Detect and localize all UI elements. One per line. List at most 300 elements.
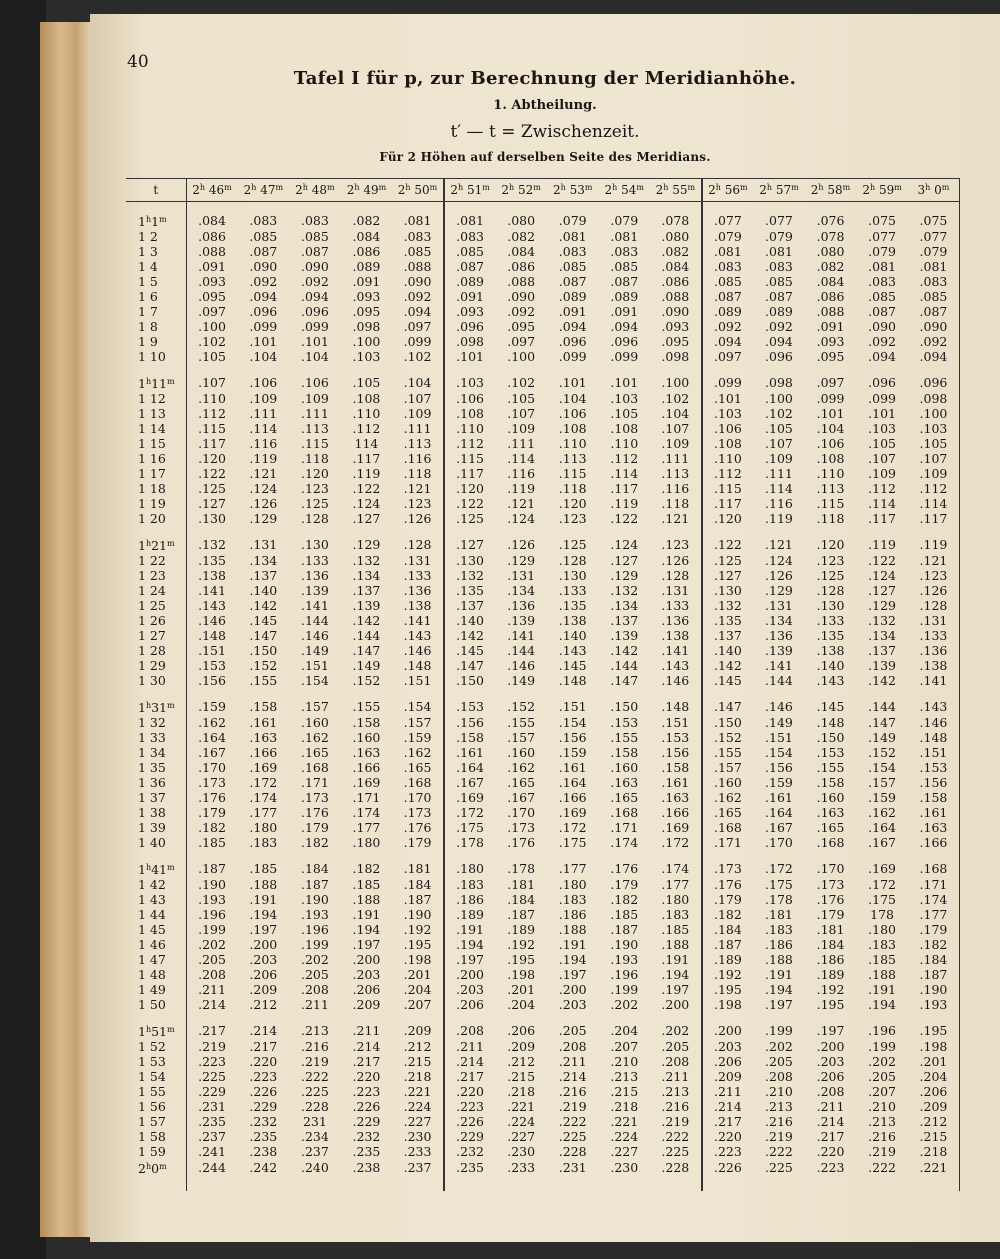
table-cell: .150 <box>816 730 845 745</box>
table-cell: .085 <box>908 289 960 304</box>
table-cell: .147 <box>702 688 754 715</box>
table-cell: .191 <box>444 922 496 937</box>
table-cell: .187 <box>507 907 536 922</box>
table-cell: .091 <box>558 304 587 319</box>
table-cell: .159 <box>868 790 897 805</box>
table-cell: .177 <box>661 877 690 892</box>
table-cell: .235 <box>444 1159 496 1176</box>
table-cell: .194 <box>352 922 381 937</box>
table-cell: .089 <box>765 304 793 319</box>
table-cell: .179 <box>908 922 960 937</box>
table-cell: .090 <box>507 289 536 304</box>
table-cell: .157 <box>507 730 536 745</box>
table-cell: .079 <box>868 244 897 259</box>
table-cell: .227 <box>403 1114 432 1129</box>
table-cell: .119 <box>868 537 897 552</box>
table-cell: .200 <box>249 937 278 952</box>
table-cell: .214 <box>186 997 238 1012</box>
column-header-2h57m: 2$^h$ 57$^m$ <box>753 179 805 202</box>
table-cell: .081 <box>403 213 432 228</box>
table-cell: .160 <box>816 790 845 805</box>
table-row <box>126 466 960 481</box>
table-cell: .205 <box>558 1023 587 1038</box>
table-cell: .136 <box>765 628 793 643</box>
table-cell: .244 <box>186 1159 238 1176</box>
table-cell: .208 <box>558 1039 587 1054</box>
table-cell: .177 <box>558 861 587 876</box>
table-cell: .237 <box>300 1144 329 1159</box>
table-cell: .226 <box>444 1114 496 1129</box>
table-cell: .114 <box>249 421 278 436</box>
table-cell: .107 <box>507 406 536 421</box>
table-cell: .235 <box>352 1144 381 1159</box>
table-cell: .200 <box>702 1012 754 1039</box>
table-cell: .158 <box>661 760 690 775</box>
table-row <box>126 952 960 967</box>
table-cell: .232 <box>249 1114 278 1129</box>
table-row <box>126 892 960 907</box>
table-cell: .093 <box>444 304 496 319</box>
table-cell: .164 <box>558 775 587 790</box>
table-cell: .179 <box>403 835 432 850</box>
row-time-label: 1 9 <box>138 334 158 349</box>
table-cell: .083 <box>249 213 278 228</box>
table-cell: .209 <box>908 1099 960 1114</box>
table-cell: .139 <box>765 643 793 658</box>
table-cell: .177 <box>908 907 960 922</box>
table-cell: .087 <box>300 244 329 259</box>
table-cell: .188 <box>558 922 587 937</box>
table-cell: .131 <box>403 553 432 568</box>
table-cell: .092 <box>702 319 754 334</box>
table-cell: .084 <box>661 259 690 274</box>
table-cell: .172 <box>868 877 897 892</box>
table-cell: .163 <box>908 820 960 835</box>
table-cell: .172 <box>765 861 793 876</box>
table-cell: .152 <box>507 699 536 714</box>
table-cell: .158 <box>249 699 278 714</box>
table-cell: .217 <box>186 1012 238 1039</box>
table-cell: .176 <box>300 805 329 820</box>
table-cell: .153 <box>661 730 690 745</box>
table-cell: .204 <box>908 1069 960 1084</box>
table-cell: .124 <box>249 481 278 496</box>
table-cell: .147 <box>352 643 381 658</box>
table-cell: .110 <box>444 421 496 436</box>
table-cell: .183 <box>249 835 278 850</box>
table-cell: .085 <box>444 244 496 259</box>
table-cell: .159 <box>765 775 793 790</box>
table-cell: .209 <box>403 1023 432 1038</box>
table-cell: .166 <box>558 790 587 805</box>
table-cell: .120 <box>186 451 238 466</box>
table-cell: .130 <box>186 511 238 526</box>
table-cell: .196 <box>186 907 238 922</box>
table-cell: .167 <box>868 835 897 850</box>
table-cell: .202 <box>661 1023 690 1038</box>
table-cell: .086 <box>186 229 238 244</box>
table-cell: .210 <box>765 1084 793 1099</box>
table-cell: .181 <box>507 877 536 892</box>
table-cell: .075 <box>908 202 960 230</box>
row-time-label: 1 37 <box>138 790 166 805</box>
table-cell: .194 <box>868 997 897 1012</box>
table-cell: .079 <box>558 213 587 228</box>
table-header-row <box>126 179 960 202</box>
table-cell: .123 <box>816 553 845 568</box>
table-cell: .136 <box>507 598 536 613</box>
table-cell: .127 <box>868 583 897 598</box>
table-cell: .122 <box>186 466 238 481</box>
table-cell: .217 <box>816 1129 845 1144</box>
table-cell: .092 <box>868 334 897 349</box>
table-cell: .126 <box>403 511 432 526</box>
table-cell: .089 <box>558 289 587 304</box>
table-cell: .094 <box>610 319 639 334</box>
table-cell: .080 <box>661 229 690 244</box>
table-cell: .189 <box>507 922 536 937</box>
table-cell: .208 <box>765 1069 793 1084</box>
table-cell: .166 <box>661 805 690 820</box>
table-cell: .117 <box>352 451 381 466</box>
table-cell: .095 <box>507 319 536 334</box>
table-cell: .146 <box>403 643 432 658</box>
table-row <box>126 790 960 805</box>
table-cell: .184 <box>908 952 960 967</box>
table-cell: .192 <box>507 937 536 952</box>
table-cell: .120 <box>816 537 845 552</box>
table-cell: .098 <box>908 391 960 406</box>
table-cell: .144 <box>352 628 381 643</box>
table-cell: .126 <box>765 568 793 583</box>
table-cell: .142 <box>610 643 639 658</box>
table-cell: .190 <box>908 982 960 997</box>
table-cell: .094 <box>249 289 278 304</box>
table-cell: .182 <box>908 937 960 952</box>
table-cell: .204 <box>507 997 536 1012</box>
table-cell: .135 <box>816 628 845 643</box>
table-cell: .144 <box>765 673 793 688</box>
table-cell: .191 <box>661 952 690 967</box>
table-cell: .121 <box>403 481 432 496</box>
table-cell: .080 <box>507 213 536 228</box>
table-row <box>126 511 960 526</box>
table-cell: .198 <box>702 997 754 1012</box>
table-cell: .156 <box>186 673 238 688</box>
table-row <box>126 568 960 583</box>
table-cell: .105 <box>507 391 536 406</box>
table-cell: .219 <box>765 1129 793 1144</box>
table-cell: .148 <box>186 628 238 643</box>
table-cell: .095 <box>816 349 845 364</box>
table-row <box>126 451 960 466</box>
table-cell: 114 <box>354 436 379 451</box>
table-row <box>126 997 960 1012</box>
table-cell: .101 <box>610 375 639 390</box>
table-cell: .209 <box>702 1069 754 1084</box>
page-title: Tafel I für p, zur Berechnung der Meridianhöhe. <box>293 68 797 89</box>
table-cell: .213 <box>300 1023 329 1038</box>
table-cell: .104 <box>558 391 587 406</box>
table-cell: .202 <box>300 952 329 967</box>
table-cell: .210 <box>868 1099 897 1114</box>
table-cell: .176 <box>507 835 536 850</box>
table-cell: .127 <box>702 568 754 583</box>
row-time-label: 1$^h$11$^m$ <box>138 376 175 391</box>
table-cell: .212 <box>507 1054 536 1069</box>
table-cell: .170 <box>403 790 432 805</box>
table-cell: .175 <box>868 892 897 907</box>
table-cell: .077 <box>908 229 960 244</box>
table-cell: .197 <box>249 922 278 937</box>
table-cell: .109 <box>403 406 432 421</box>
table-cell: .130 <box>702 583 754 598</box>
row-time-label: 1 36 <box>138 775 166 790</box>
table-cell: .241 <box>186 1144 238 1159</box>
table-cell: .097 <box>507 334 536 349</box>
table-cell: .094 <box>908 349 960 364</box>
table-cell: .109 <box>507 421 536 436</box>
table-cell: .174 <box>249 790 278 805</box>
table-cell: .219 <box>661 1114 690 1129</box>
table-cell: .116 <box>661 481 690 496</box>
table-cell: .102 <box>661 391 690 406</box>
row-time-label: 1 23 <box>138 568 166 583</box>
table-cell: .132 <box>702 598 754 613</box>
table-cell: .211 <box>558 1054 587 1069</box>
table-cell: .167 <box>765 820 793 835</box>
table-cell: .199 <box>186 922 238 937</box>
table-cell: .215 <box>610 1084 639 1099</box>
table-row <box>126 319 960 334</box>
row-time-label: 1$^h$31$^m$ <box>138 700 175 715</box>
table-row <box>126 259 960 274</box>
table-cell: .184 <box>816 937 845 952</box>
table-cell: .144 <box>868 699 897 714</box>
table-cell: .137 <box>868 643 897 658</box>
table-cell: .089 <box>610 289 639 304</box>
table-cell: .139 <box>868 658 897 673</box>
table-cell: .202 <box>186 937 238 952</box>
table-cell: .153 <box>186 658 238 673</box>
table-cell: .169 <box>352 775 381 790</box>
table-cell: .116 <box>765 496 793 511</box>
table-cell: .187 <box>403 892 432 907</box>
table-cell: .087 <box>702 289 754 304</box>
table-cell: .129 <box>507 553 536 568</box>
table-cell: .084 <box>186 202 238 230</box>
table-cell: .129 <box>249 511 278 526</box>
row-time-label: 1 4 <box>138 259 158 274</box>
row-time-label: 1 20 <box>138 511 166 526</box>
table-cell: .217 <box>352 1054 381 1069</box>
row-time-label: 1 57 <box>138 1114 166 1129</box>
table-cell: .113 <box>661 466 690 481</box>
table-cell: .206 <box>908 1084 960 1099</box>
table-cell: .134 <box>868 628 897 643</box>
table-cell: .161 <box>908 805 960 820</box>
table-cell: .178 <box>765 892 793 907</box>
table-cell: .156 <box>558 730 587 745</box>
table-cell: .183 <box>868 937 897 952</box>
table-cell: .084 <box>816 274 845 289</box>
table-cell: .230 <box>403 1129 432 1144</box>
table-cell: .117 <box>702 496 754 511</box>
table-cell: .086 <box>352 244 381 259</box>
table-cell: .228 <box>661 1160 690 1175</box>
table-cell: .174 <box>610 835 639 850</box>
table-cell: .190 <box>186 877 238 892</box>
table-row <box>126 688 960 715</box>
table-cell: .101 <box>249 334 278 349</box>
table-cell: .118 <box>300 451 329 466</box>
table-cell: .169 <box>444 790 496 805</box>
table-cell: .219 <box>868 1144 897 1159</box>
table-cell: .127 <box>352 511 381 526</box>
table-cell: .087 <box>249 244 278 259</box>
table-cell: .119 <box>610 496 639 511</box>
table-cell: .081 <box>444 202 496 230</box>
table-cell: .229 <box>249 1099 278 1114</box>
table-cell: .203 <box>352 967 381 982</box>
table-cell: .119 <box>765 511 793 526</box>
table-cell: .096 <box>610 334 639 349</box>
table-cell: .087 <box>868 304 897 319</box>
table-cell: .075 <box>868 213 897 228</box>
table-row <box>126 715 960 730</box>
table-cell: .115 <box>300 436 329 451</box>
table-row <box>126 775 960 790</box>
table-cell: .170 <box>186 760 238 775</box>
row-time-label: 1 8 <box>138 319 158 334</box>
row-time-label: 1 33 <box>138 730 166 745</box>
table-cell: .177 <box>249 805 278 820</box>
table-cell: .161 <box>765 790 793 805</box>
table-cell: .129 <box>610 568 639 583</box>
column-header-2h55m: 2$^h$ 55$^m$ <box>650 179 702 202</box>
table-cell: .165 <box>300 745 329 760</box>
table-cell: .148 <box>661 699 690 714</box>
table-cell: .155 <box>610 730 639 745</box>
table-cell: .205 <box>868 1069 897 1084</box>
table-cell: .105 <box>765 421 793 436</box>
table-cell: .129 <box>868 598 897 613</box>
table-cell: .175 <box>558 835 587 850</box>
table-cell: .207 <box>403 997 432 1012</box>
table-cell: .228 <box>300 1099 329 1114</box>
table-cell: .098 <box>765 375 793 390</box>
table-cell: .103 <box>352 349 381 364</box>
book-page <box>90 14 1000 1242</box>
table-cell: .104 <box>816 421 845 436</box>
table-cell: .145 <box>558 658 587 673</box>
row-time-label: 1 14 <box>138 421 166 436</box>
table-cell: .189 <box>702 952 754 967</box>
table-cell: .086 <box>816 289 845 304</box>
table-cell: .132 <box>444 568 496 583</box>
table-cell: .161 <box>558 760 587 775</box>
table-cell: .211 <box>186 982 238 997</box>
table-row <box>126 745 960 760</box>
table-cell: .112 <box>352 421 381 436</box>
table-cell: .143 <box>661 658 690 673</box>
table-cell: .215 <box>908 1129 960 1144</box>
table-cell: .109 <box>765 451 793 466</box>
table-cell: .135 <box>558 598 587 613</box>
table-cell: .222 <box>868 1160 897 1175</box>
row-time-label: 1 53 <box>138 1054 166 1069</box>
table-cell: .221 <box>507 1099 536 1114</box>
table-row <box>126 229 960 244</box>
table-cell: .111 <box>249 406 278 421</box>
table-cell: .146 <box>186 613 238 628</box>
table-cell: .110 <box>702 451 754 466</box>
table-cell: .158 <box>816 775 845 790</box>
row-time-label: 1 28 <box>138 643 166 658</box>
table-row <box>126 658 960 673</box>
column-header-3h0m: 3$^h$ 0$^m$ <box>908 179 960 202</box>
table-cell: .125 <box>702 553 754 568</box>
table-cell: .143 <box>186 598 238 613</box>
table-cell: .115 <box>186 421 238 436</box>
table-cell: .232 <box>444 1144 496 1159</box>
table-cell: .077 <box>868 229 897 244</box>
table-cell: .101 <box>816 406 845 421</box>
row-time-label: 1 49 <box>138 982 166 997</box>
table-cell: .201 <box>507 982 536 997</box>
table-cell: .135 <box>702 613 754 628</box>
table-cell: .197 <box>661 982 690 997</box>
table-cell: .124 <box>352 496 381 511</box>
table-cell: .114 <box>610 466 639 481</box>
table-cell: .185 <box>352 877 381 892</box>
table-cell: .168 <box>702 820 754 835</box>
table-cell: .182 <box>702 907 754 922</box>
table-cell: .216 <box>765 1114 793 1129</box>
table-row <box>126 304 960 319</box>
row-time-label: 1 10 <box>138 349 166 364</box>
table-cell: .114 <box>765 481 793 496</box>
table-cell: .165 <box>507 775 536 790</box>
table-cell: .171 <box>300 775 329 790</box>
table-cell: .143 <box>816 673 845 688</box>
table-row <box>126 553 960 568</box>
table-cell: .125 <box>186 481 238 496</box>
table-cell: .154 <box>868 760 897 775</box>
table-cell: .147 <box>868 715 897 730</box>
table-row <box>126 850 960 877</box>
table-cell: .150 <box>702 715 754 730</box>
table-cell: .206 <box>249 967 278 982</box>
table-cell: .151 <box>661 715 690 730</box>
table-cell: .150 <box>249 643 278 658</box>
table-cell: .194 <box>249 907 278 922</box>
row-time-label: 1 56 <box>138 1099 166 1114</box>
table-cell: .181 <box>403 861 432 876</box>
table-cell: .142 <box>868 673 897 688</box>
table-cell: .106 <box>816 436 845 451</box>
table-cell: .126 <box>249 496 278 511</box>
table-cell: .092 <box>403 289 432 304</box>
table-cell: .145 <box>816 699 845 714</box>
table-cell: .172 <box>558 820 587 835</box>
table-cell: .216 <box>868 1129 897 1144</box>
table-cell: .240 <box>300 1160 329 1175</box>
table-cell: .206 <box>507 1023 536 1038</box>
table-cell: .130 <box>558 568 587 583</box>
table-row <box>126 349 960 364</box>
table-cell: .092 <box>765 319 793 334</box>
